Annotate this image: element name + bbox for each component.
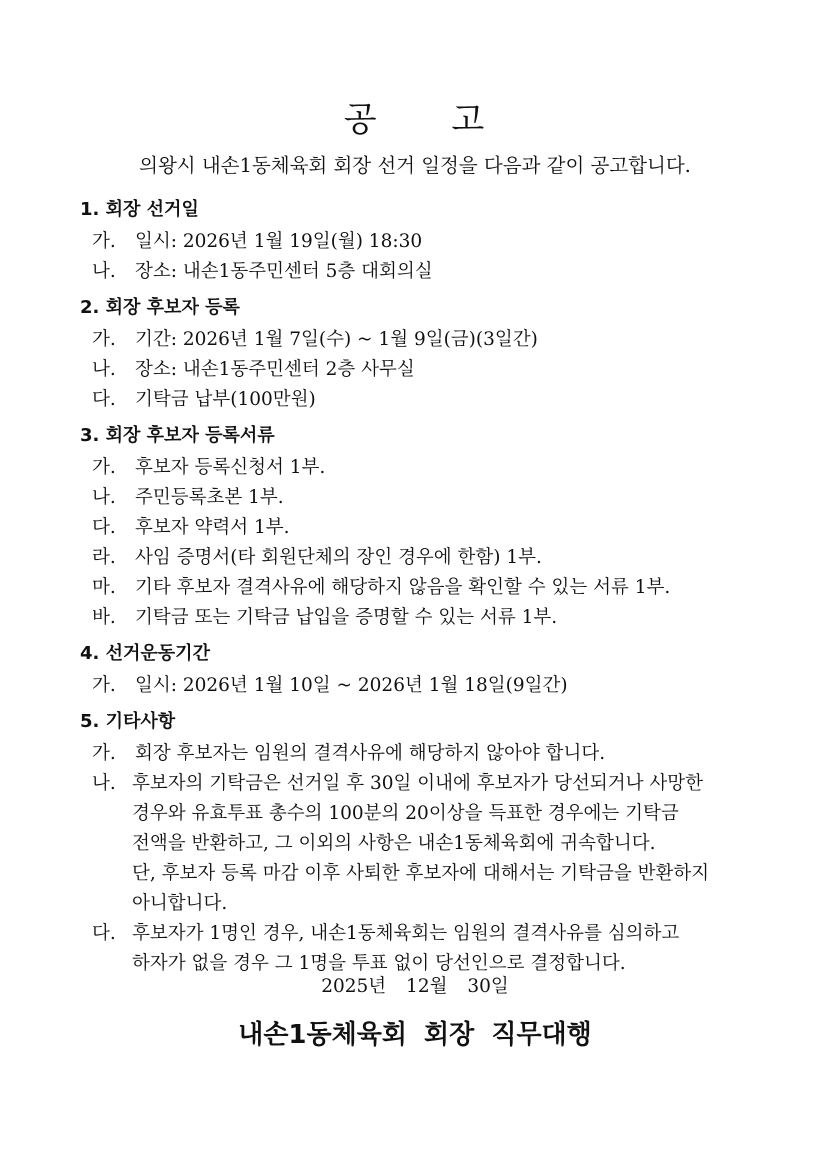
- notice-section: [80, 640, 780, 701]
- item-line: 아니합니다.: [132, 893, 228, 914]
- item-marker: 나.: [92, 487, 116, 508]
- item-text: 후보자가 1명인 경우, 내손1동체육회는 임원의 결격사유를 심의하고: [132, 923, 680, 944]
- notice-section: [80, 422, 780, 633]
- section-heading: 1. 회장 선거일: [80, 199, 199, 220]
- item-line: [92, 919, 780, 949]
- item-text: 일시: 2026년 1월 10일 ~ 2026년 1월 18일(9일간): [135, 675, 568, 696]
- item-marker: 다.: [92, 389, 116, 410]
- section-item: [80, 573, 780, 603]
- item-marker: 나.: [92, 773, 116, 794]
- section-item: [80, 543, 780, 573]
- item-marker: 다.: [92, 923, 116, 944]
- notice-section: [80, 294, 780, 415]
- item-text: 기탁금 납부(100만원): [135, 389, 316, 410]
- section-item: [80, 671, 780, 701]
- item-text: 후보자 등록신청서 1부.: [135, 457, 326, 478]
- item-text: 회장 후보자는 임원의 결격사유에 해당하지 않아야 합니다.: [135, 743, 606, 764]
- section-heading: 4. 선거운동기간: [80, 643, 210, 664]
- section-heading: 3. 회장 후보자 등록서류: [80, 425, 275, 446]
- notice-signature: 내손1동체육회 회장 직무대행: [238, 1020, 592, 1050]
- item-marker: 바.: [92, 607, 116, 628]
- item-marker: 가.: [92, 675, 116, 696]
- section-heading: 5. 기타사항: [80, 711, 176, 732]
- section-item: [80, 257, 780, 287]
- section-item: [80, 453, 780, 483]
- section-item: [80, 919, 780, 979]
- section-item: [80, 325, 780, 355]
- item-marker: 가.: [92, 329, 116, 350]
- section-item: [80, 513, 780, 543]
- section-item: [80, 385, 780, 415]
- item-marker: 나.: [92, 359, 116, 380]
- item-marker: 가.: [92, 743, 116, 764]
- item-text: 장소: 내손1동주민센터 2층 사무실: [135, 359, 415, 380]
- item-line: 하자가 없을 경우 그 1명을 투표 없이 당선인으로 결정합니다.: [132, 953, 626, 974]
- item-text: 기간: 2026년 1월 7일(수) ~ 1월 9일(금)(3일간): [135, 329, 538, 350]
- item-text: 일시: 2026년 1월 19일(월) 18:30: [135, 231, 423, 252]
- item-marker: 가.: [92, 231, 116, 252]
- item-line: [92, 769, 780, 799]
- item-line: 경우와 유효투표 총수의 100분의 20이상을 득표한 경우에는 기탁금: [132, 803, 679, 824]
- notice-section: [80, 196, 780, 287]
- item-text: 사임 증명서(타 회원단체의 장인 경우에 한함) 1부.: [135, 547, 542, 568]
- section-item: [80, 483, 780, 513]
- item-line: 단, 후보자 등록 마감 이후 사퇴한 후보자에 대해서는 기탁금을 반환하지: [132, 863, 710, 884]
- section-heading: 2. 회장 후보자 등록: [80, 297, 240, 318]
- item-line: 전액을 반환하고, 그 이외의 사항은 내손1동체육회에 귀속합니다.: [132, 833, 656, 854]
- notice-date: 2025년 12월 30일: [321, 976, 509, 997]
- section-item: [80, 227, 780, 257]
- item-text: 후보자 약력서 1부.: [135, 517, 290, 538]
- section-item: [80, 769, 780, 919]
- item-marker: 다.: [92, 517, 116, 538]
- section-item: [80, 355, 780, 385]
- item-marker: 라.: [92, 547, 116, 568]
- item-text: 후보자의 기탁금은 선거일 후 30일 이내에 후보자가 당선되거나 사망한: [132, 773, 703, 794]
- section-item: [80, 739, 780, 769]
- item-text: 장소: 내손1동주민센터 5층 대회의실: [135, 261, 433, 282]
- item-marker: 가.: [92, 457, 116, 478]
- item-marker: 마.: [92, 577, 116, 598]
- notice-sections: [80, 196, 780, 979]
- item-text: 기탁금 또는 기탁금 납입을 증명할 수 있는 서류 1부.: [135, 607, 558, 628]
- item-marker: 나.: [92, 261, 116, 282]
- notice-section: [80, 708, 780, 979]
- section-item: [80, 603, 780, 633]
- item-text: 기타 후보자 결격사유에 해당하지 않음을 확인할 수 있는 서류 1부.: [135, 577, 671, 598]
- notice-title: 공 고: [343, 100, 487, 140]
- item-text: 주민등록초본 1부.: [135, 487, 284, 508]
- notice-intro: 의왕시 내손1동체육회 회장 선거 일정을 다음과 같이 공고합니다.: [139, 154, 691, 177]
